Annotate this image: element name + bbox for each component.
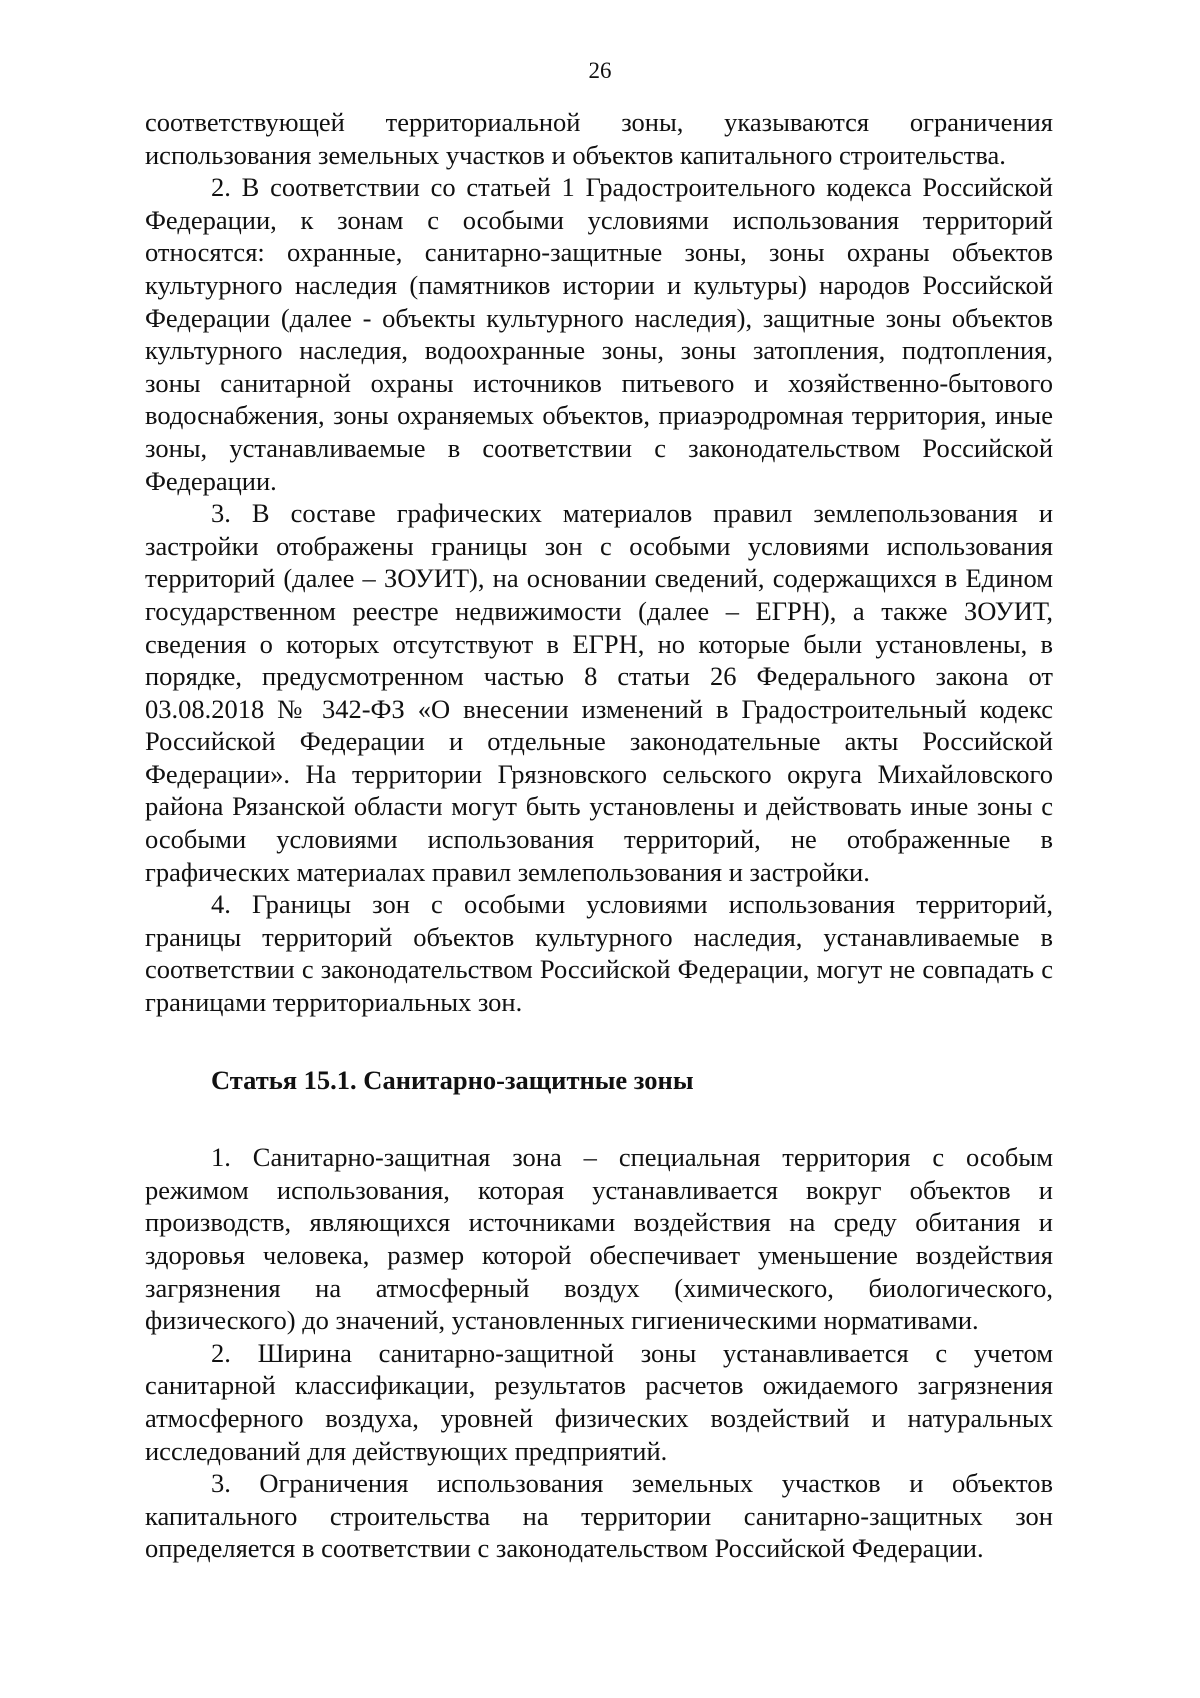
document-body <box>145 106 1053 1565</box>
page-number: 26 <box>588 58 612 83</box>
paragraph-4: 4. Границы зон с особыми условиями использования территорий, границы территорий объектов культурного наследия, устанавливаемые в соответствии с законодательством Российской Федерации, могут не совпадать с границами территориальных зон. <box>145 889 1053 1018</box>
article-heading: Статья 15.1. Санитарно-защитные зоны <box>211 1064 694 1095</box>
article-paragraph-3: 3. Ограничения использования земельных участков и объектов капитального строительства на территории санитарно-защитных зон определяется в соответствии с законодательством Российской Федерации. <box>145 1468 1053 1564</box>
paragraph-2: 2. В соответствии со статьей 1 Градостроительного кодекса Российской Федерации, к зонам с особыми условиями использования территорий относятся: охранные, санитарно-защитные зоны, зоны охраны объектов культурного наследия (памятников истории и культуры) народов Российской Федерации (далее - объекты культурного наследия), защитные зоны объектов культурного наследия, водоохранные зоны, зоны затопления, подтопления, зоны санитарной охраны источников питьевого и хозяйственно-бытового водоснабжения, зоны охраняемых объектов, приаэродромная территория, иные зоны, устанавливаемые в соответствии с законодательством Российской Федерации. <box>145 172 1053 496</box>
article-paragraph-1: 1. Санитарно-защитная зона – специальная территория с особым режимом использования, которая устанавливается вокруг объектов и производств, являющихся источниками воздействия на среду обитания и здоровья человека, размер которой обеспечивает уменьшение воздействия загрязнения на атмосферный воздух (химического, биологического, физического) до значений, установленных гигиеническими нормативами. <box>145 1142 1053 1336</box>
article-paragraph-2: 2. Ширина санитарно-защитной зоны устанавливается с учетом санитарной классификации, результатов расчетов ожидаемого загрязнения атмосферного воздуха, уровней физических воздействий и натуральных исследований для действующих предприятий. <box>145 1337 1053 1466</box>
paragraph-3: 3. В составе графических материалов правил землепользования и застройки отображены границы зон с особыми условиями использования территорий (далее – ЗОУИТ), на основании сведений, содержащихся в Едином государственном реестре недвижимости (далее – ЕГРН), а также ЗОУИТ, сведения о которых отсутствуют в ЕГРН, но которые были установлены, в порядке, предусмотренном частью 8 статьи 26 Федерального закона от 03.08.2018 № 342-ФЗ «О внесении изменений в Градостроительный кодекс Российской Федерации и отдельные законодательные акты Российской Федерации». На территории Грязновского сельского округа Михайловского района Рязанской области могут быть установлены и действовать иные зоны с особыми условиями использования территорий, не отображенные в графических материалах правил землепользования и застройки. <box>145 498 1053 887</box>
paragraph-continuation: соответствующей территориальной зоны, указываются ограничения использования земельных участков и объектов капитального строительства. <box>145 107 1053 170</box>
